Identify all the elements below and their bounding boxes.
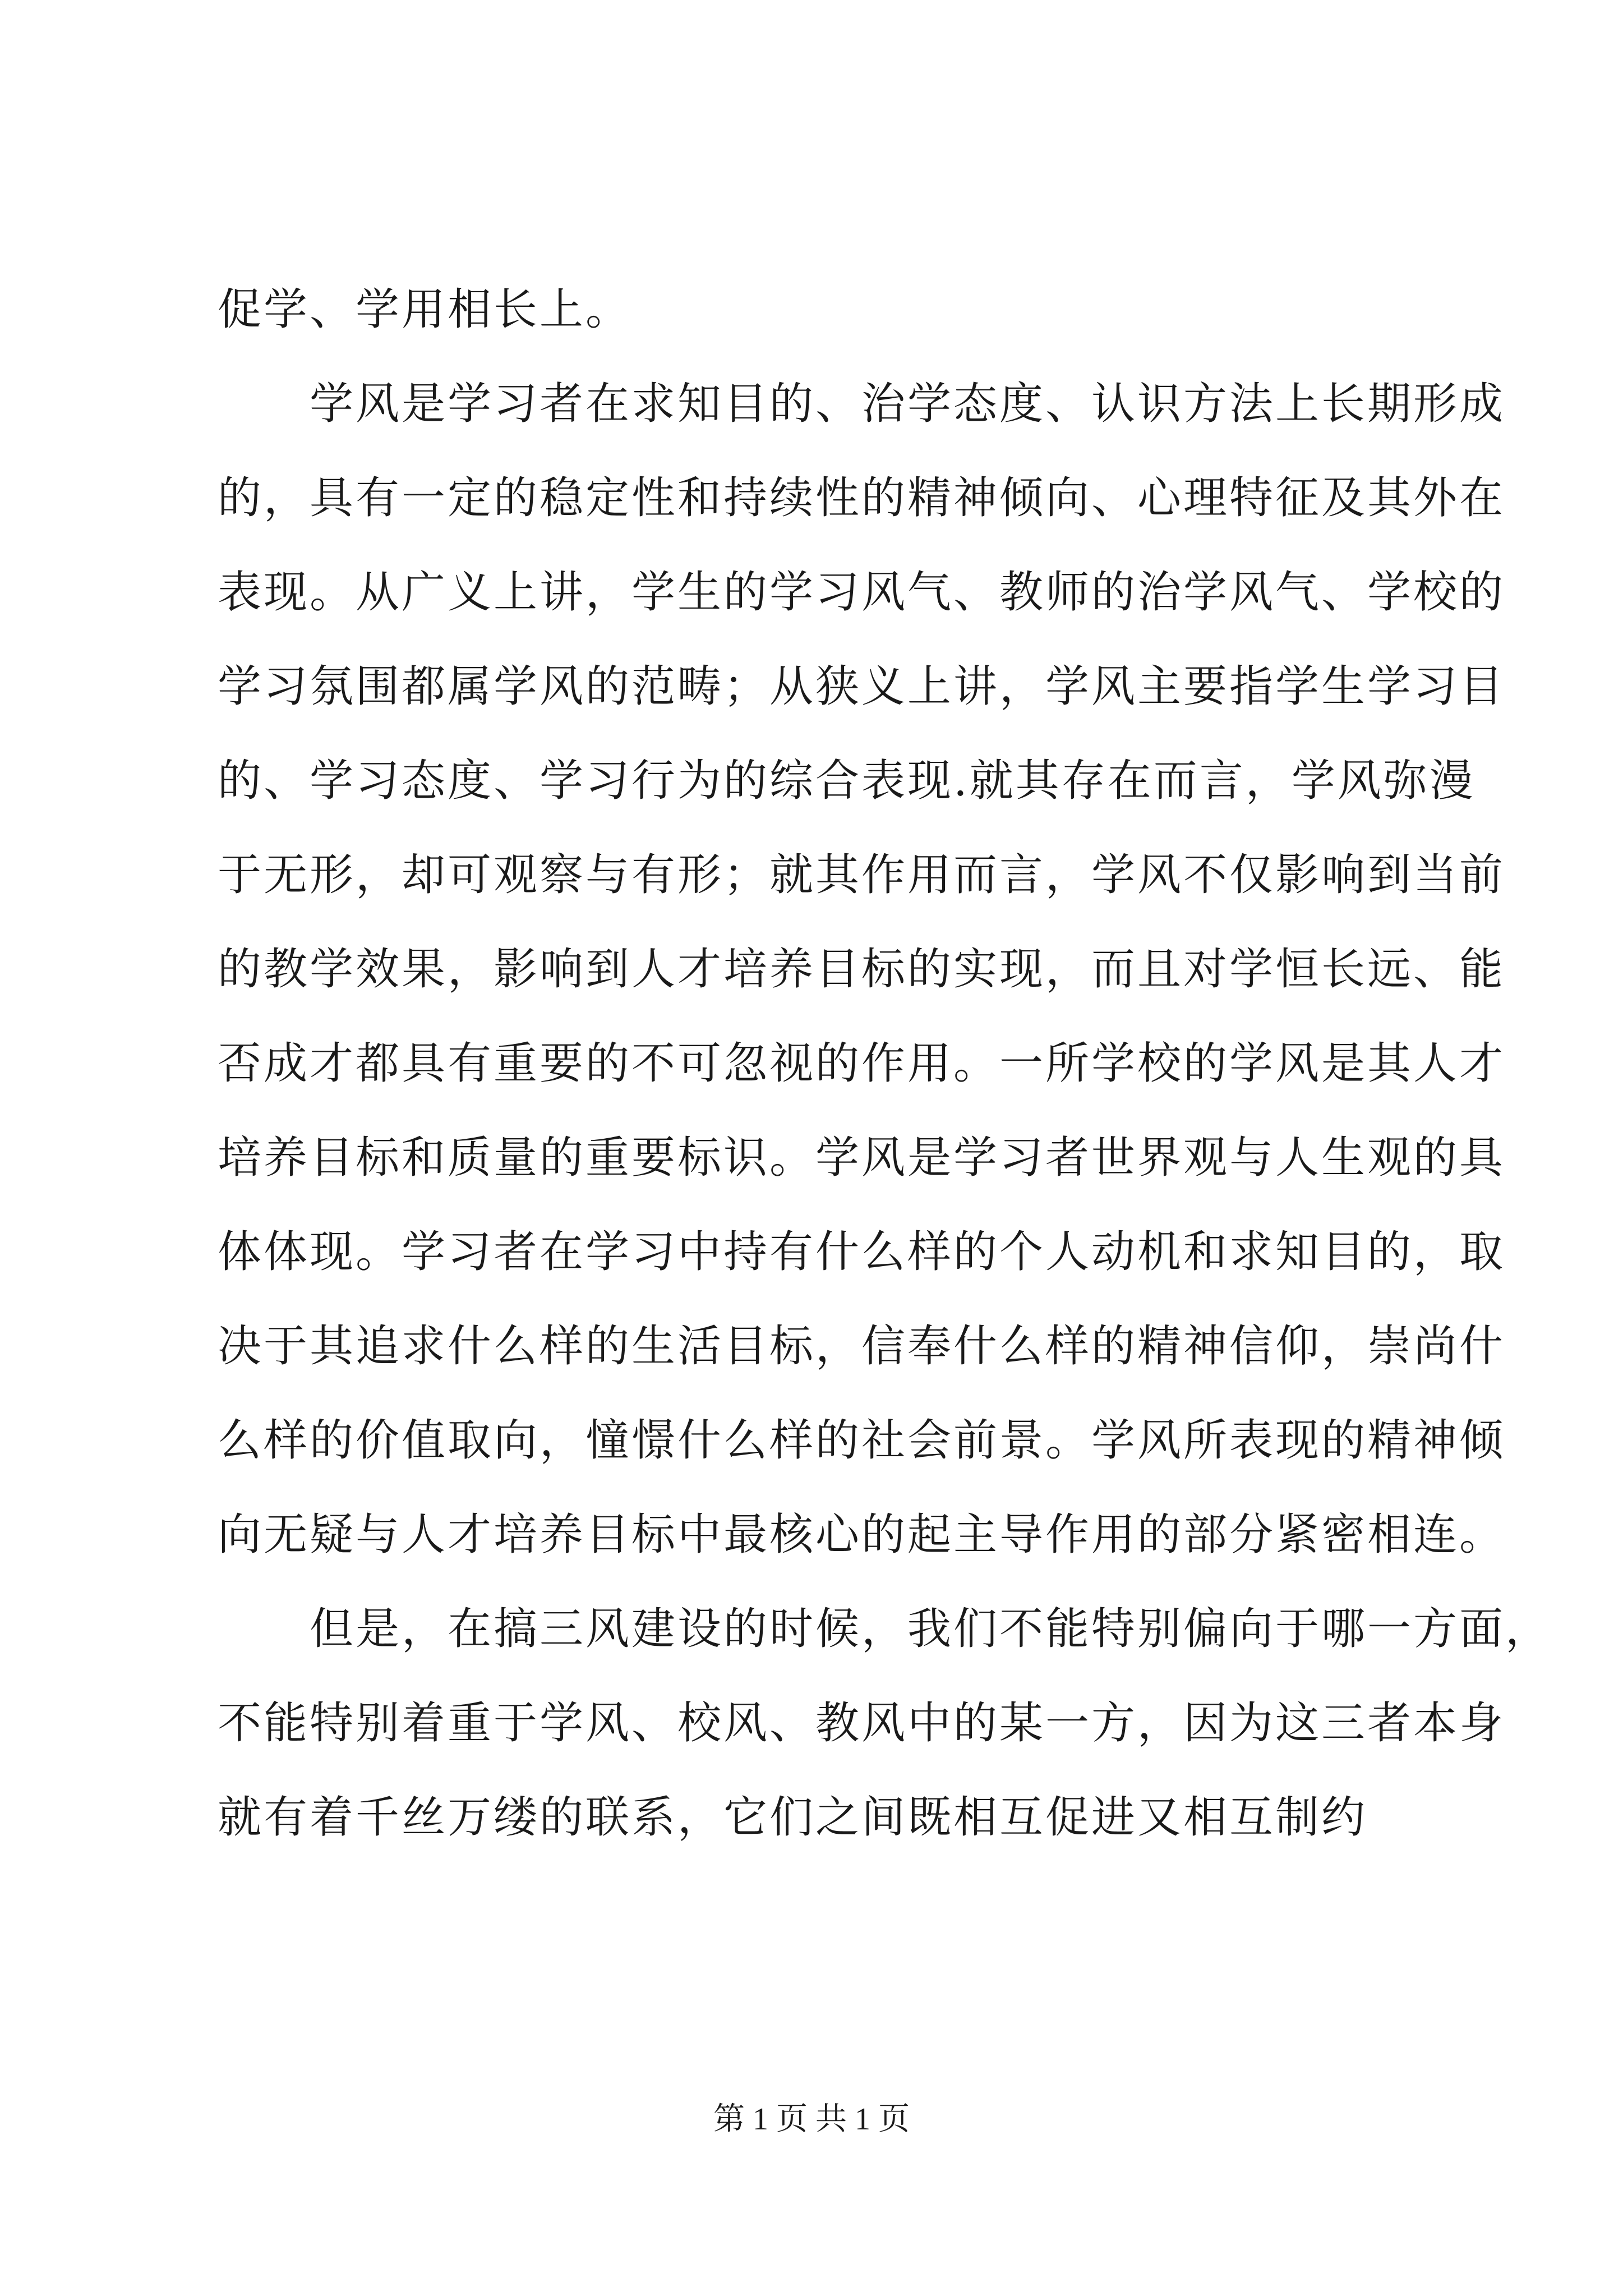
text-line: 否成才都具有重要的不可忽视的作用。一所学校的学风是其人才 (218, 1038, 1506, 1089)
text-line: 的教学效果，影响到人才培养目标的实现，而且对学恒长远、能 (218, 944, 1506, 995)
text-line: 的、学习态度、学习行为的综合表现.就其存在而言，学风弥漫 (218, 756, 1476, 806)
text-line: 不能特别着重于学风、校风、教风中的某一方，因为这三者本身 (218, 1698, 1506, 1749)
text-line: 于无形，却可观察与有形；就其作用而言，学风不仅影响到当前 (218, 850, 1506, 900)
text-line: 么样的价值取向，憧憬什么样的社会前景。学风所表现的精神倾 (218, 1415, 1506, 1466)
text-line: 但是，在搞三风建设的时候，我们不能特别偏向于哪一方面， (218, 1604, 1552, 1654)
text-line: 向无疑与人才培养目标中最核心的起主导作用的部分紧密相连。 (218, 1510, 1506, 1560)
text-line: 促学、学用相长上。 (218, 284, 632, 335)
text-line: 就有着千丝万缕的联系，它们之间既相互促进又相互制约 (218, 1792, 1368, 1843)
text-line: 决于其追求什么样的生活目标，信奉什么样的精神信仰，崇尚什 (218, 1321, 1506, 1372)
text-line: 表现。从广义上讲，学生的学习风气、教师的治学风气、学校的 (218, 567, 1506, 618)
text-line: 培养目标和质量的重要标识。学风是学习者世界观与人生观的具 (218, 1133, 1506, 1183)
text-line: 的，具有一定的稳定性和持续性的精神倾向、心理特征及其外在 (218, 473, 1506, 523)
text-line: 学习氛围都属学风的范畴；从狭义上讲，学风主要指学生学习目 (218, 661, 1506, 712)
text-line: 体体现。学习者在学习中持有什么样的个人动机和求知目的，取 (218, 1227, 1506, 1277)
document-body (218, 263, 1552, 1865)
text-line: 学风是学习者在求知目的、治学态度、认识方法上长期形成 (218, 379, 1506, 429)
page-number-footer: 第 1 页 共 1 页 (713, 2102, 910, 2137)
